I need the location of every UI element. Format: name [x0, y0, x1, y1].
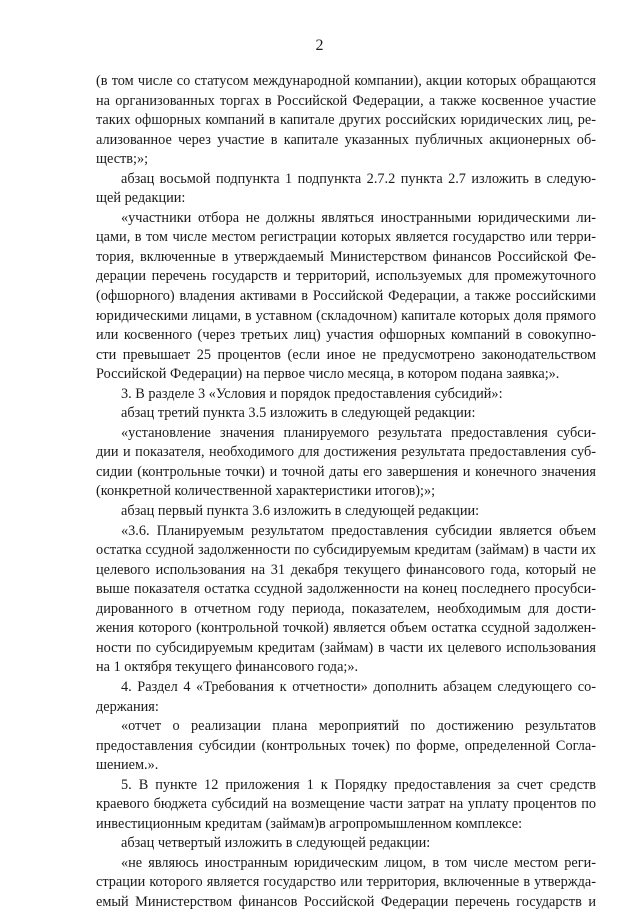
text-line: держания: — [96, 698, 159, 715]
text-line: (конкретной количественной характеристики итогов);»; — [96, 483, 436, 500]
text-line: «установление значения планируемого результата предоставления субси- — [121, 424, 596, 441]
text-line: емый Министерством финансов Российской Федерации перечень государств и — [96, 893, 596, 910]
text-line: страции которого является государство или территория, включенные в утвержда- — [96, 874, 596, 891]
text-line: сти превышает 25 процентов (если иное не предусмотрено законодательством — [96, 346, 596, 363]
text-line: (офшорного) владения активами в Российской Федерации, а также российскими — [96, 288, 596, 305]
text-line: предоставления субсидии (контрольных точек) по форме, определенной Согла- — [96, 737, 596, 754]
text-line: сидии (контрольные точки) и точной даты его завершения и конечного значения — [96, 463, 596, 480]
text-line: «не являюсь иностранным юридическим лицом, в том числе местом реги- — [121, 854, 596, 871]
text-line: абзац третий пункта 3.5 изложить в следующей редакции: — [121, 405, 476, 422]
text-line: щей редакции: — [96, 190, 186, 207]
text-line: абзац четвертый изложить в следующей редакции: — [121, 835, 431, 852]
text-line: инвестиционным кредитам (займам)в агропромышленном комплексе: — [96, 815, 523, 832]
text-line: (в том числе со статусом международной компании), акции которых обращаются — [96, 73, 596, 89]
text-line: на 1 октября текущего финансового года;». — [96, 659, 359, 676]
text-line: 4. Раздел 4 «Требования к отчетности» дополнить абзацем следующего со- — [121, 678, 596, 695]
text-line: тория, включенные в утверждаемый Министерством финансов Российской Фе- — [96, 248, 596, 265]
text-line: ализованное через участие в капитале указанных публичных акционерных об- — [96, 131, 596, 148]
text-line: дерации перечень государств и территорий, используемых для промежуточного — [96, 268, 596, 285]
text-line: 5. В пункте 12 приложения 1 к Порядку предоставления за счет средств — [121, 776, 596, 793]
text-line: таких офшорных компаний в капитале других российских юридических лиц, ре- — [96, 112, 596, 129]
text-line: ности по субсидируемым кредитам (займам) в части их целевого использования — [96, 639, 596, 656]
text-line: на организованных торгах в Российской Федерации, а также косвенное участие — [96, 92, 596, 109]
text-line: дии и показателя, необходимого для достижения результата предоставления суб- — [96, 444, 596, 461]
text-line: «отчет о реализации плана мероприятий по достижению результатов — [121, 718, 596, 735]
text-line: юридическими лицами, в уставном (складочном) капитале которых доля прямого — [96, 307, 596, 324]
text-line: 3. В разделе 3 «Условия и порядок предоставления субсидий»: — [121, 385, 503, 402]
text-line: «участники отбора не должны являться иностранными юридическими ли- — [121, 209, 596, 226]
text-line: остатка ссудной задолженности по субсидируемым кредитам (займам) в части их — [96, 542, 596, 559]
document-body — [96, 72, 596, 913]
text-line: выше показателя остатка ссудной задолженности на конец последнего просубси- — [96, 581, 596, 598]
text-line: дированного в отчетном году периода, показателем, необходимым для дости- — [96, 600, 596, 617]
text-line: краевого бюджета субсидий на возмещение части затрат на уплату процентов по — [96, 796, 596, 813]
text-line: «3.6. Планируемым результатом предоставления субсидии является объем — [121, 522, 596, 539]
text-line: целевого использования на 31 декабря текущего финансового года, который не — [96, 561, 596, 578]
page-number: 2 — [315, 37, 324, 54]
text-line: Российской Федерации) на первое число месяца, в котором подана заявка;». — [96, 366, 560, 383]
text-line: шением.». — [96, 757, 159, 774]
text-line: абзац первый пункта 3.6 изложить в следующей редакции: — [121, 503, 480, 520]
text-line: абзац восьмой подпункта 1 подпункта 2.7.2 пункта 2.7 изложить в следую- — [121, 170, 596, 187]
text-line: жения которого (контрольной точкой) является объем остатка ссудной задолжен- — [96, 620, 596, 637]
text-line: цами, в том числе местом регистрации которых является государство или терри- — [96, 229, 596, 246]
text-line: или косвенного (через третьих лиц) участия офшорных компаний в совокупно- — [96, 327, 596, 344]
text-line: ществ;»; — [96, 151, 149, 168]
